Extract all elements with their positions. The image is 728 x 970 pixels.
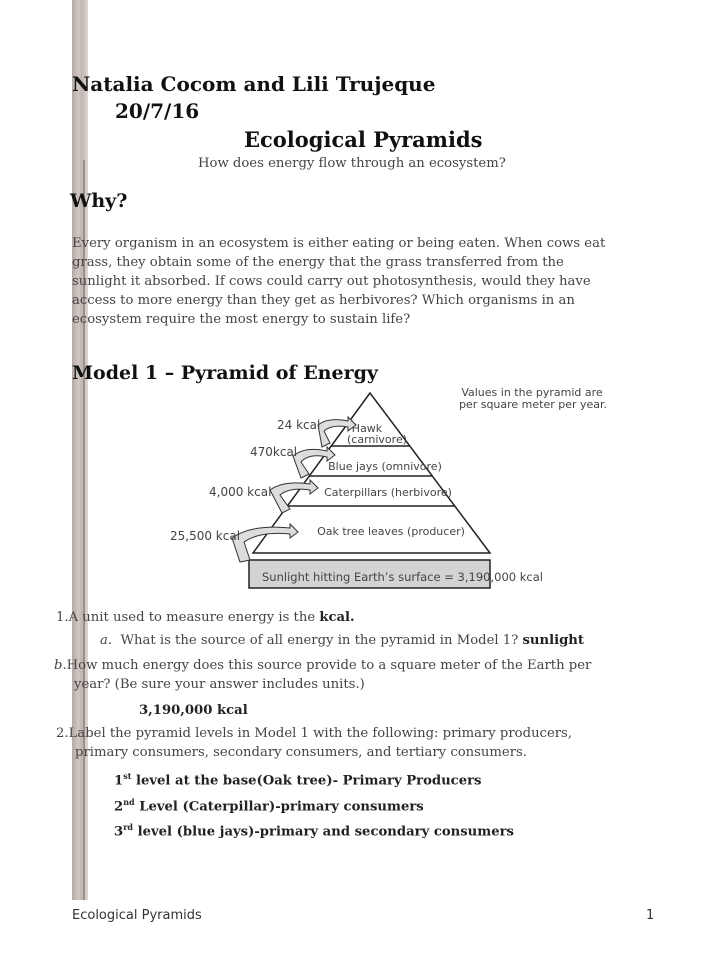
q-answer: sunlight [522,633,584,648]
num: 1 [114,773,124,789]
text: level at the base(Oak tree)- Primary Producers [131,773,482,789]
sup: st [123,771,132,781]
question-1b [54,656,591,675]
answer-level-3 [114,818,514,841]
q-text: How much energy does this source provide to a square meter of the Earth per [66,658,592,673]
model-heading: Model 1 – Pyramid of Energy [72,362,378,384]
q-text: What is the source of all energy in the pyramid in Model 1? [120,633,523,648]
q-text: year? (Be sure your answer includes units.) [74,677,365,692]
level-oak-tree: Oak tree leaves (producer) [317,525,465,538]
q-number: b. [54,658,67,673]
sup: nd [123,797,135,807]
why-heading: Why? [70,190,128,212]
q-answer: 3,190,000 kcal [139,703,248,718]
question-2 [56,724,572,743]
footer-title: Ecological Pyramids [72,908,202,923]
question-1a [100,631,584,650]
num: 3 [114,824,124,840]
note-line: Values in the pyramid are [461,386,603,399]
text: Level (Caterpillar)-primary consumers [134,799,424,815]
line: sunlight it absorbed. If cows could carry out photosynthesis, would they have [72,274,591,289]
q-answer: kcal. [319,610,355,625]
level-hawk-type: (carnivore) [346,433,408,446]
authors: Natalia Cocom and Lili Trujeque [72,72,436,96]
level-caterpillars: Caterpillars (herbivore) [324,486,452,499]
sunlight-label: Sunlight hitting Earth’s surface = 3,190,000 kcal [262,570,543,584]
q-text: A unit used to measure energy is the [68,610,320,625]
page-number: 1 [646,908,655,923]
page-title: Ecological Pyramids [244,127,483,152]
answer-level-2 [114,793,424,816]
line: grass, they obtain some of the energy that the grass transferred from the [72,255,564,270]
line: access to more energy than they get as herbivores? Which organisms in an [72,293,575,308]
q-number: 1. [56,610,69,625]
note-line: per square meter per year. [458,398,608,411]
sup: rd [123,822,133,832]
date: 20/7/16 [115,99,200,123]
energy-hawk: 24 kcal [277,418,321,432]
line: Every organism in an ecosystem is either eating or being eaten. When cows eat [72,236,606,251]
answer-level-1 [114,767,481,790]
energy-blue-jays: 470kcal [250,445,298,459]
q-text: primary consumers, secondary consumers, and tertiary consumers. [75,745,527,760]
num: 2 [114,799,124,815]
q-number: 2. [56,726,69,741]
level-hawk: Hawk [351,422,383,435]
level-blue-jays: Blue jays (omnivore) [328,460,442,473]
text: level (blue jays)-primary and secondary consumers [133,824,514,840]
subtitle: How does energy flow through an ecosystem? [198,156,506,171]
question-1 [56,608,355,627]
q-text: Label the pyramid levels in Model 1 with the following: primary producers, [68,726,573,741]
q-number: a. [100,633,113,648]
energy-oak-tree: 25,500 kcal [170,529,241,543]
line: ecosystem require the most energy to sustain life? [72,312,411,327]
energy-caterpillars: 4,000 kcal [209,485,272,499]
